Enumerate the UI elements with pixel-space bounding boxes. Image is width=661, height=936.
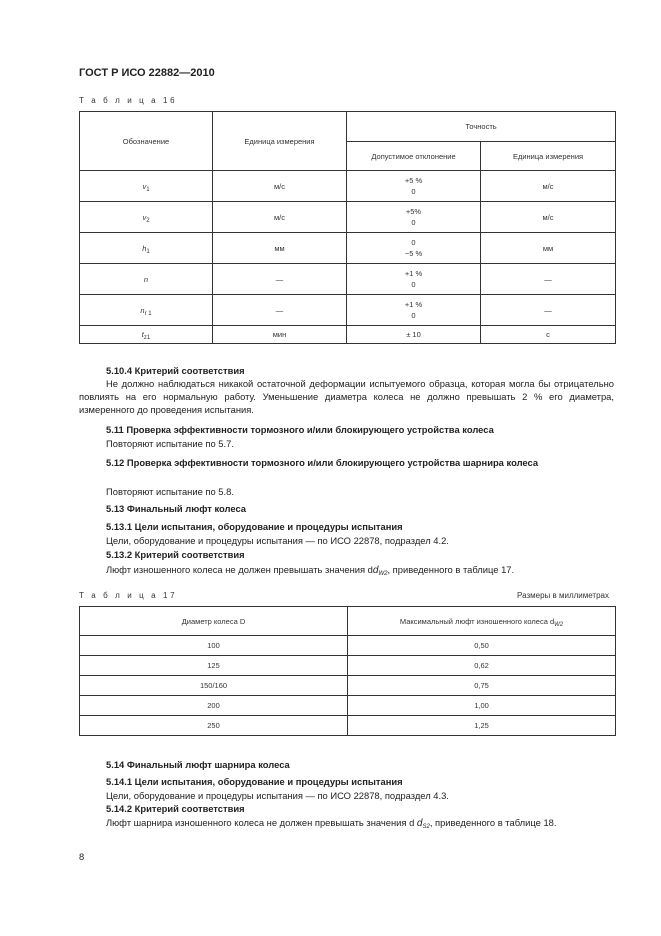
table16-unit-cell: м/с	[213, 202, 347, 233]
table16-row	[80, 202, 616, 233]
page-number: 8	[79, 851, 85, 862]
section-5-13-1-heading: 5.13.1 Цели испытания, оборудование и процедуры испытания	[106, 521, 403, 532]
table16-row	[80, 295, 616, 326]
table17-diameter-cell: 125	[80, 656, 348, 676]
table17-diameter-cell: 250	[80, 716, 348, 736]
table16-row	[80, 171, 616, 202]
table17-row	[80, 676, 616, 696]
table16-col-acc-unit: Единица измерения	[481, 142, 616, 171]
table16-tolerance-cell: +5 % 0	[347, 171, 481, 202]
section-5-12-heading: 5.12 Проверка эффективности тормозного и/или блокирующего устройства шарнира колеса	[106, 457, 539, 468]
table16-col-accuracy: Точность	[347, 112, 616, 142]
table17-caption: Т а б л и ц а 17	[79, 591, 178, 600]
table16-designation-cell: $h_1$	[80, 233, 213, 264]
table16-row	[80, 326, 616, 344]
table17-play-cell: 1,00	[348, 696, 616, 716]
table17-units-note: Размеры в миллиметрах	[517, 591, 609, 600]
section-5-10-4-text: Не должно наблюдаться никакой остаточной деформации испытуемого образца, которая могла бы отрицательно повлиять на его нормальную работу. Уменьшение диаметра колеса не должно превышать 2 % его диаметра, измеренного до проведения испытания.	[79, 378, 614, 415]
table17-row	[80, 656, 616, 676]
document-header: ГОСТ Р ИСО 22882—2010	[79, 67, 215, 79]
table17-diameter-cell: 100	[80, 636, 348, 656]
table17-col-diameter: Диаметр колеса D	[80, 607, 348, 636]
table16-acc-unit-cell: м/с	[481, 171, 616, 202]
table16-designation-cell: $n_{r 1}$	[80, 295, 213, 326]
table17-row	[80, 716, 616, 736]
section-5-13-2-heading: 5.13.2 Критерий соответствия	[106, 549, 245, 560]
table16-unit-cell: мин	[213, 326, 347, 344]
section-5-13-1-text: Цели, оборудование и процедуры испытания — по ИСО 22878, подраздел 4.2.	[106, 535, 449, 546]
table16-unit-cell: —	[213, 295, 347, 326]
table17-diameter-cell: 200	[80, 696, 348, 716]
table17-play-cell: 0,62	[348, 656, 616, 676]
section-5-14-heading: 5.14 Финальный люфт шарнира колеса	[106, 759, 290, 770]
section-5-12-text: Повторяют испытание по 5.8.	[106, 486, 234, 497]
table16-acc-unit-cell: —	[481, 295, 616, 326]
section-5-14-2-text: Люфт шарнира изношенного колеса не должен превышать значения d $d_{S2}$, приведенного в таблице 18.	[106, 817, 557, 830]
table17-row	[80, 636, 616, 656]
table16-acc-unit-cell: мм	[481, 233, 616, 264]
table16-unit-cell: м/с	[213, 171, 347, 202]
table17	[79, 606, 616, 736]
table16-row	[80, 264, 616, 295]
table16-acc-unit-cell: —	[481, 264, 616, 295]
table17-play-cell: 1,25	[348, 716, 616, 736]
table16-row	[80, 233, 616, 264]
table16-designation-cell: $v_2$	[80, 202, 213, 233]
table16-tolerance-cell: +1 % 0	[347, 264, 481, 295]
table16	[79, 111, 616, 344]
table16-unit-cell: —	[213, 264, 347, 295]
table16-acc-unit-cell: м/с	[481, 202, 616, 233]
table17-play-cell: 0,50	[348, 636, 616, 656]
table16-designation-cell: $t_{z1}$	[80, 326, 213, 344]
table16-acc-unit-cell: с	[481, 326, 616, 344]
table16-designation-cell: $v_1$	[80, 171, 213, 202]
table17-diameter-cell: 150/160	[80, 676, 348, 696]
table16-col-tolerance: Допустимое отклонение	[347, 142, 481, 171]
table17-col-play: Максимальный люфт изношенного колеса $d_{W2}$	[348, 607, 616, 636]
table17-row	[80, 696, 616, 716]
section-5-10-4-heading: 5.10.4 Критерий соответствия	[106, 365, 245, 376]
table16-designation-cell: n	[80, 264, 213, 295]
table16-tolerance-cell: 0 −5 %	[347, 233, 481, 264]
table16-col-unit: Единица измерения	[213, 112, 347, 171]
table16-tolerance-cell: +5% 0	[347, 202, 481, 233]
table16-tolerance-cell: ± 10	[347, 326, 481, 344]
table16-col-designation: Обозначение	[80, 112, 213, 171]
section-5-14-1-text: Цели, оборудование и процедуры испытания — по ИСО 22878, подраздел 4.3.	[106, 790, 449, 801]
table16-unit-cell: мм	[213, 233, 347, 264]
table16-tolerance-cell: +1 % 0	[347, 295, 481, 326]
table17-play-cell: 0,75	[348, 676, 616, 696]
section-5-14-1-heading: 5.14.1 Цели испытания, оборудование и процедуры испытания	[106, 776, 403, 787]
section-5-11-text: Повторяют испытание по 5.7.	[106, 438, 234, 449]
section-5-13-heading: 5.13 Финальный люфт колеса	[106, 503, 247, 514]
section-5-14-2-heading: 5.14.2 Критерий соответствия	[106, 803, 245, 814]
section-5-13-2-text: Люфт изношенного колеса не должен превышать значения $dd_{W2}$, приведенного в таблице 17.	[106, 564, 515, 577]
section-5-11-heading: 5.11 Проверка эффективности тормозного и/или блокирующего устройства колеса	[106, 424, 494, 435]
table16-caption: Т а б л и ц а 16	[79, 96, 178, 105]
